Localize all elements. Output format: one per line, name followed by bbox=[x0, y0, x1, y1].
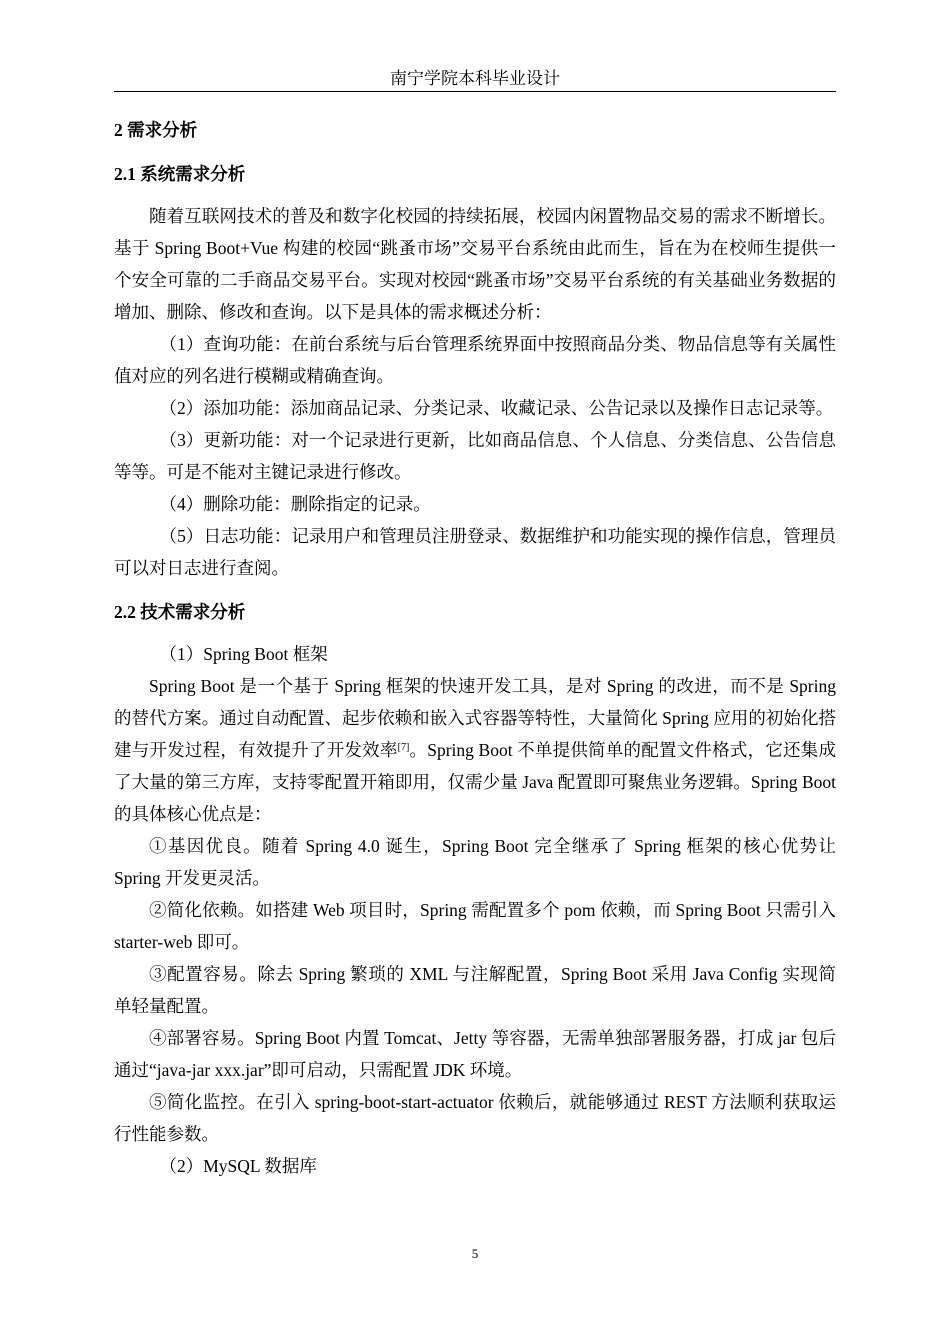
requirement-item-delete: （4）删除功能：删除指定的记录。 bbox=[159, 494, 431, 514]
advantage-item: ②简化依赖。如搭建 Web 项目时，Spring 需配置多个 pom 依赖，而 Spring Boot 只需引入 starter-web 即可。 bbox=[114, 900, 836, 952]
advantage-item: ⑤简化监控。在引入 spring-boot-start-actuator 依赖后，就能够通过 REST 方法顺利获取运行性能参数。 bbox=[114, 1092, 836, 1144]
page-body bbox=[114, 114, 836, 1182]
section-heading-2-1: 2.1 系统需求分析 bbox=[114, 164, 246, 184]
spring-boot-text-part-2: 。Spring Boot 不单提供简单的配置文件格式，它还集成了大量的第三方库，支持零配置开箱即用，仅需少量 Java 配置即可聚焦业务逻辑。Spring Boot 的具体核心优点是： bbox=[114, 740, 836, 824]
requirement-item-add: （2）添加功能：添加商品记录、分类记录、收藏记录、公告记录以及操作日志记录等。 bbox=[159, 398, 834, 418]
citation-reference: [7] bbox=[397, 742, 410, 753]
advantage-item: ③配置容易。除去 Spring 繁琐的 XML 与注解配置，Spring Boot 采用 Java Config 实现简单轻量配置。 bbox=[114, 964, 836, 1016]
intro-paragraph: 随着互联网技术的普及和数字化校园的持续拓展，校园内闲置物品交易的需求不断增长。基于 Spring Boot+Vue 构建的校园“跳蚤市场”交易平台系统由此而生，旨在为在校师生提供一个安全可靠的二手商品交易平台。实现对校园“跳蚤市场”交易平台系统的有关基础业务数据的增加、删除、修改和查询。以下是具体的需求概述分析： bbox=[114, 206, 836, 322]
page-number: 5 bbox=[471, 1246, 479, 1261]
advantage-item: ④部署容易。Spring Boot 内置 Tomcat、Jetty 等容器，无需单独部署服务器，打成 jar 包后通过“java-jar xxx.jar”即可启动，只需配置 JDK 环境。 bbox=[114, 1028, 836, 1080]
advantage-item: ①基因优良。随着 Spring 4.0 诞生，Spring Boot 完全继承了 Spring 框架的核心优势让 Spring 开发更灵活。 bbox=[114, 836, 836, 888]
requirement-item-query: （1）查询功能：在前台系统与后台管理系统界面中按照商品分类、物品信息等有关属性值对应的列名进行模糊或精确查询。 bbox=[114, 334, 836, 386]
chapter-heading: 2 需求分析 bbox=[114, 120, 198, 140]
mysql-subheading: （2）MySQL 数据库 bbox=[159, 1156, 317, 1176]
section-heading-2-2: 2.2 技术需求分析 bbox=[114, 602, 246, 622]
requirement-item-log: （5）日志功能：记录用户和管理员注册登录、数据维护和功能实现的操作信息，管理员可以对日志进行查阅。 bbox=[114, 526, 836, 578]
requirement-item-update: （3）更新功能：对一个记录进行更新，比如商品信息、个人信息、分类信息、公告信息等等。可是不能对主键记录进行修改。 bbox=[114, 430, 836, 482]
spring-boot-paragraph bbox=[114, 670, 836, 830]
header-divider bbox=[114, 91, 836, 92]
spring-boot-text-part-1: Spring Boot 是一个基于 Spring 框架的快速开发工具，是对 Spring 的改进，而不是 Spring 的替代方案。通过自动配置、起步依赖和嵌入式容器等特性，大量简化 Spring 应用的初始化搭建与开发过程，有效提升了开发效率 bbox=[114, 676, 836, 760]
spring-boot-subheading: （1）Spring Boot 框架 bbox=[159, 644, 328, 664]
page-header: 南宁学院本科毕业设计 bbox=[390, 69, 560, 88]
